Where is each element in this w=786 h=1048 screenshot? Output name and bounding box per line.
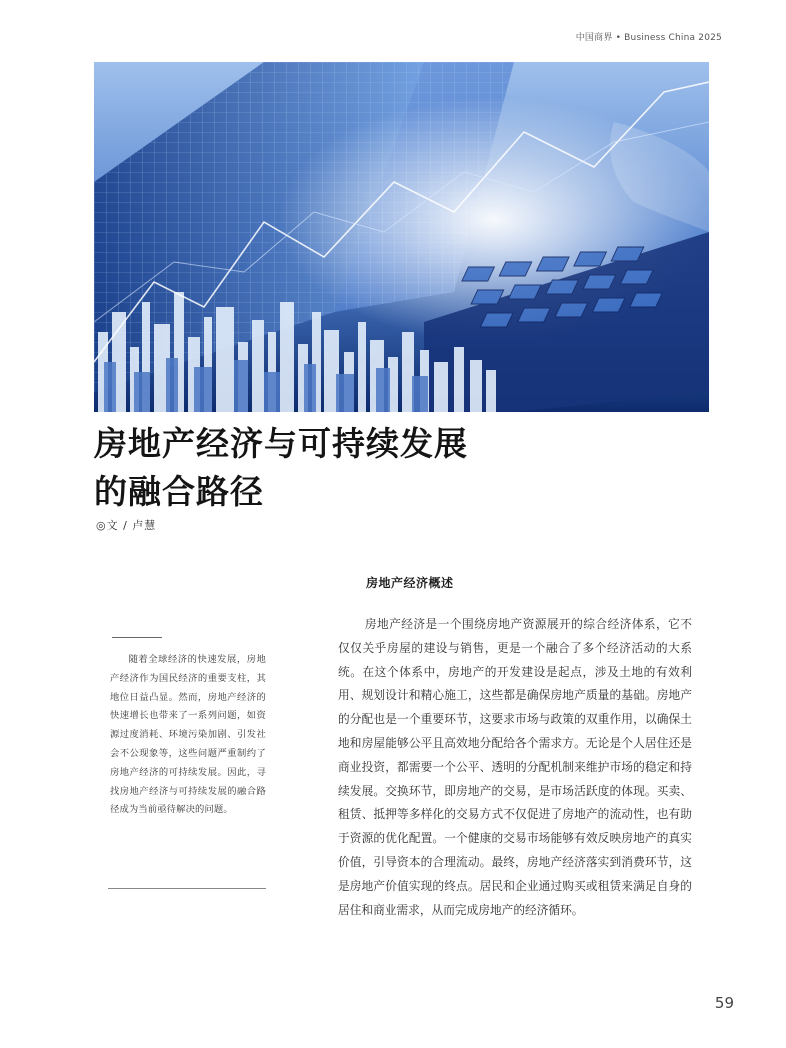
abstract-text: 随着全球经济的快速发展，房地产经济作为国民经济的重要支柱，其地位日益凸显。然而，房地产经济的快速增长也带来了一系列问题，如资源过度消耗、环境污染加剧、引发社会不公现象等，这些问题严重制约了房地产经济的可持续发展。因此，寻找房地产经济与可持续发展的融合路径成为当前亟待解决的问题。: [110, 654, 266, 816]
page-number: 59: [714, 994, 734, 1012]
hero-image: [94, 62, 709, 412]
city-skyline-keyboard-photo-icon: [94, 62, 709, 412]
byline: ◎文 / 卢慧: [96, 519, 157, 532]
body-paragraph: 房地产经济是一个围绕房地产资源展开的综合经济体系，它不仅仅关乎房屋的建设与销售，更是一个融合了多个经济活动的大系统。在这个体系中，房地产的开发建设是起点，涉及土地的有效利用、规划设计和精心施工，这些都是确保房地产质量的基础。房地产的分配也是一个重要环节，这要求市场与政策的双重作用，以确保土地和房屋能够公平且高效地分配给各个需求方。无论是个人居住还是商业投资，都需要一个公平、透明的分配机制来维护市场的稳定和持续发展。交换环节，即房地产的交易，是市场活跃度的体现。买卖、租赁、抵押等多样化的交易方式不仅促进了房地产的流动性，也有助于资源的优化配置。一个健康的交易市场能够有效反映房地产的真实价值，引导资本的合理流动。最终，房地产经济落实到消费环节，这是房地产价值实现的终点。居民和企业通过购买或租赁来满足自身的居住和商业需求，从而完成房地产的经济循环。: [338, 617, 692, 917]
abstract-rule-top: [112, 637, 162, 638]
abstract-rule-bottom: [108, 888, 266, 889]
section-heading: 房地产经济概述: [366, 576, 454, 590]
article-title-line-2: 的融合路径: [94, 472, 264, 511]
article-title-line-1: 房地产经济与可持续发展: [94, 424, 468, 463]
article-title: [94, 420, 468, 516]
running-head: 中国商界 • Business China 2025: [575, 33, 722, 43]
